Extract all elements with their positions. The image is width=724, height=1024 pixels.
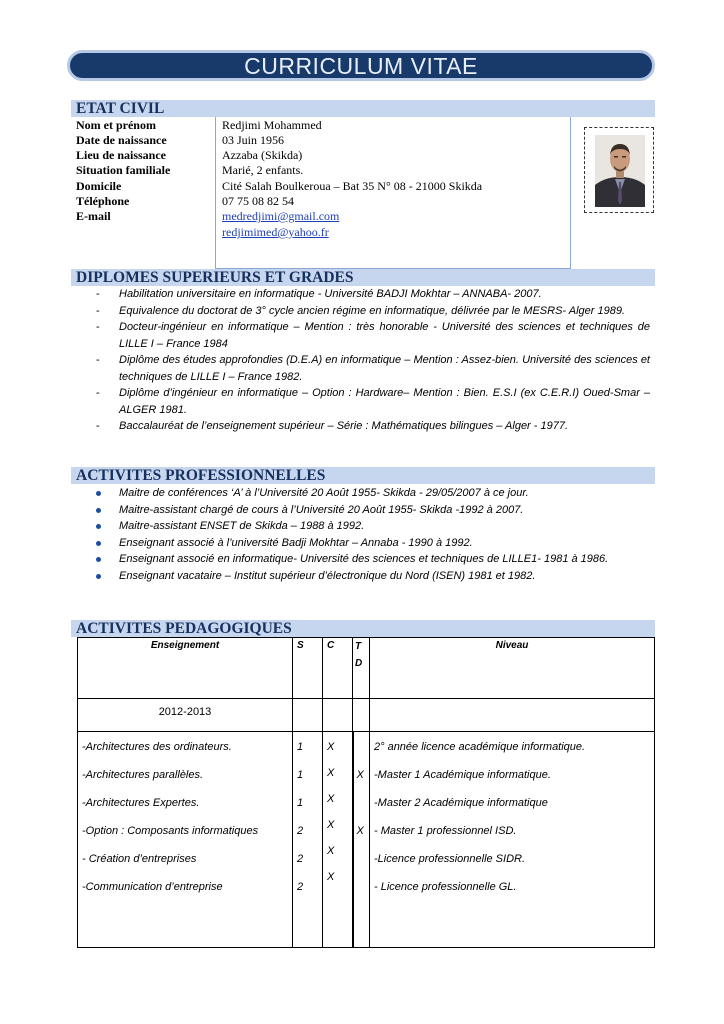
s-value: 1 [297, 741, 304, 753]
list-item [90, 385, 650, 418]
table-cell [323, 699, 353, 732]
table-row [78, 732, 655, 948]
photo-frame [584, 127, 654, 213]
list-item-text: Diplôme des études approfondies (D.E.A) en informatique – Mention : Assez-bien. Université des sciences et techniques de LILLE I – France 1982. [119, 354, 650, 383]
course-item: -Architectures Expertes. [82, 797, 200, 809]
list-item-text: Enseignant associé à l’université Badji Mokhtar – Annaba - 1990 à 1992. [119, 536, 473, 549]
label-date-naissance: Date de naissance [76, 133, 167, 147]
list-item-text: Diplôme d’ingénieur en informatique – Option : Hardware– Mention : Bien. E.S.I (ex C.E.R.I) Oued-Smar – ALGER 1981. [119, 387, 650, 416]
niveau-value: - Master 1 professionnel ISD. [374, 825, 517, 837]
header-c: C [323, 638, 353, 699]
s-value: 1 [297, 769, 304, 781]
niveau-value: 2° année licence académique informatique. [374, 741, 586, 753]
list-item [90, 551, 650, 568]
list-item-text: Enseignant associé en informatique- Université des sciences et techniques de LILLE1- 1981 à 1986. [119, 553, 609, 565]
year-cell: 2012-2013 [78, 699, 293, 732]
label-domicile: Domicile [76, 179, 122, 193]
niveau-value: -Master 2 Académique informatique [374, 797, 548, 809]
list-item [90, 418, 650, 435]
list-item-text: Maitre-assistant chargé de cours à l’Université 20 Août 1955- Skikda -1992 à 2007. [119, 503, 524, 516]
s-cell [293, 732, 323, 948]
value-lieu-naissance: Azzaba (Skikda) [222, 148, 303, 162]
label-situation: Situation familiale [76, 163, 171, 177]
list-item [90, 352, 650, 385]
list-item [90, 485, 650, 502]
table-row [78, 699, 655, 732]
course-item: - Création d’entreprises [82, 853, 197, 865]
course-item: -Communication d’entreprise [82, 881, 223, 893]
email-link-gmail[interactable]: medredjimi@gmail.com [222, 209, 340, 223]
s-value: 1 [297, 797, 304, 809]
label-telephone: Téléphone [76, 194, 130, 208]
value-telephone: 07 75 08 82 54 [222, 194, 294, 208]
course-item: -Architectures parallèles. [82, 769, 204, 781]
course-item: -Architectures des ordinateurs. [82, 741, 232, 753]
course-item: -Option : Composants informatiques [82, 825, 259, 837]
cv-title: CURRICULUM VITAE [67, 50, 655, 81]
pedagogie-table [77, 637, 655, 948]
list-item-text: Docteur-ingénieur en informatique – Mention : très honorable - Université des sciences et techniques de LILLE I – France 1984 [119, 321, 650, 350]
label-email: E-mail [76, 209, 111, 223]
header-niveau: Niveau [370, 638, 655, 699]
dash-marker: - [96, 321, 100, 333]
table-cell [293, 699, 323, 732]
td-value [357, 795, 368, 823]
niveau-value: -Licence professionnelle SIDR. [374, 853, 526, 865]
list-item [90, 319, 650, 352]
td-cell [353, 732, 370, 948]
activites-pro-heading: ACTIVITES PROFESSIONNELLES [71, 467, 655, 484]
email-link-yahoo[interactable]: redjimimed@yahoo.fr [222, 225, 329, 239]
s-value: 2 [297, 825, 304, 837]
courses-cell [78, 732, 293, 948]
bullet-icon [96, 557, 101, 562]
list-item [90, 303, 650, 320]
label-nom: Nom et prénom [76, 118, 156, 132]
list-item-text: Baccalauréat de l’enseignement supérieur – Série : Mathématiques bilingues – Alger - 1977. [119, 420, 569, 432]
value-date-naissance: 03 Juin 1956 [222, 133, 285, 147]
table-cell [353, 699, 370, 732]
c-value: X [327, 767, 335, 779]
table-cell [370, 699, 655, 732]
c-value: X [327, 845, 335, 857]
c-value: X [327, 871, 335, 883]
dash-marker: - [96, 354, 100, 366]
list-item-text: Habilitation universitaire en informatique - Université BADJI Mokhtar – ANNABA- 2007. [119, 288, 542, 300]
etat-civil-heading: ETAT CIVIL [71, 100, 655, 117]
bullet-icon [96, 491, 101, 496]
niveau-cell [370, 732, 655, 948]
niveau-value: -Master 1 Académique informatique. [374, 769, 551, 781]
activites-peda-heading: ACTIVITES PEDAGOGIQUES [71, 620, 655, 637]
niveau-value: - Licence professionnelle GL. [374, 881, 517, 893]
td-value [357, 851, 368, 879]
bullet-icon [96, 574, 101, 579]
s-value: 2 [297, 853, 304, 865]
dash-marker: - [96, 420, 100, 432]
diplomes-list [90, 286, 650, 435]
table-header-row [78, 638, 655, 699]
c-value: X [327, 819, 335, 831]
c-value: X [327, 793, 335, 805]
header-enseignement: Enseignement [78, 638, 293, 699]
list-item [90, 568, 650, 585]
list-item-text: Maitre de conférences ‘A’ à l’Université 20 Août 1955- Skikda - 29/05/2007 à ce jour. [119, 487, 529, 499]
list-item [90, 286, 650, 303]
portrait-photo [595, 135, 645, 207]
bullet-icon [96, 524, 101, 529]
td-value: X [356, 769, 364, 781]
td-value: X [356, 825, 364, 837]
bullet-icon [96, 508, 101, 513]
divider [215, 117, 216, 269]
value-nom: Redjimi Mohammed [222, 118, 322, 132]
list-item [90, 518, 650, 535]
list-item-text: Maitre-assistant ENSET de Skikda – 1988 à 1992. [119, 520, 365, 532]
dash-marker: - [96, 304, 100, 317]
bullet-icon [96, 541, 101, 546]
s-value: 2 [297, 881, 304, 893]
dash-marker: - [96, 387, 100, 399]
label-lieu-naissance: Lieu de naissance [76, 148, 167, 162]
list-item-text: Enseignant vacataire – Institut supérieur d’électronique du Nord (ISEN) 1981 et 1982. [119, 569, 536, 582]
c-cell [323, 732, 353, 948]
header-s: S [293, 638, 323, 699]
c-value: X [327, 741, 335, 753]
activites-pro-list [90, 485, 650, 584]
value-situation: Marié, 2 enfants. [222, 163, 304, 177]
header-td: T D [353, 638, 370, 699]
divider [570, 117, 571, 269]
dash-marker: - [96, 288, 100, 300]
list-item-text: Equivalence du doctorat de 3° cycle ancien régime en informatique, délivrée par le MESRS- Alger 1989. [119, 304, 625, 317]
list-item [90, 502, 650, 519]
diplomes-heading: DIPLOMES SUPERIEURS ET GRADES [71, 269, 655, 286]
list-item [90, 535, 650, 552]
td-value [357, 879, 368, 907]
td-value [357, 739, 368, 767]
value-domicile: Cité Salah Boulkeroua – Bat 35 N° 08 - 21000 Skikda [222, 179, 483, 193]
